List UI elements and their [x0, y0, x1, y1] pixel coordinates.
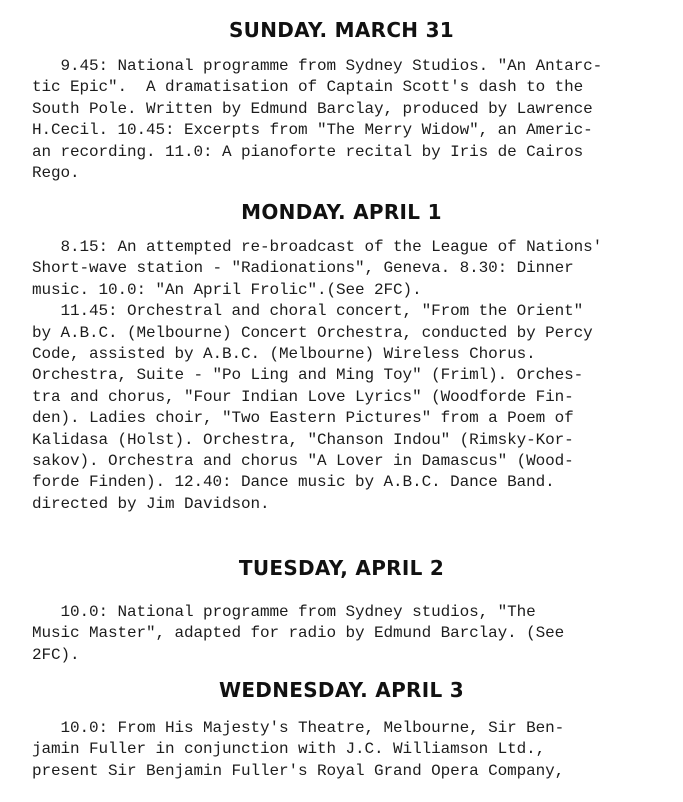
text-line: Kalidasa (Holst). Orchestra, "Chanson Indou" (Rimsky-Kor- — [32, 430, 574, 449]
text-line: jamin Fuller in conjunction with J.C. Williamson Ltd., — [32, 740, 546, 759]
text-line: H.Cecil. 10.45: Excerpts from "The Merry Widow", an Americ- — [32, 121, 593, 140]
text-line: 10.0: National programme from Sydney studios, "The — [32, 603, 536, 621]
text-line: 2FC). — [32, 645, 80, 664]
text-line: forde Finden). 12.40: Dance music by A.B.C. Dance Band. — [32, 473, 555, 492]
program-entry-tuesday — [32, 602, 672, 666]
text-line: Code, assisted by A.B.C. (Melbourne) Wireless Chorus. — [32, 344, 536, 363]
text-line: music. 10.0: "An April Frolic".(See 2FC). — [32, 280, 422, 299]
text-line: an recording. 11.0: A pianoforte recital by Iris de Cairos — [32, 142, 584, 161]
day-heading-monday: MONDAY. APRIL 1 — [241, 200, 442, 224]
text-line: present Sir Benjamin Fuller's Royal Grand Opera Company, — [32, 761, 565, 780]
text-line: Rego. — [32, 163, 80, 182]
text-line: tic Epic". A dramatisation of Captain Scott's dash to the — [32, 78, 584, 97]
text-line: 10.0: From His Majesty's Theatre, Melbourne, Sir Ben- — [32, 719, 565, 737]
day-heading-sunday: SUNDAY. MARCH 31 — [228, 18, 455, 42]
text-line: 11.45: Orchestral and choral concert, "From the Orient" — [32, 302, 584, 321]
text-line: Short-wave station - "Radionations", Geneva. 8.30: Dinner — [32, 259, 574, 278]
text-line: directed by Jim Davidson. — [32, 494, 270, 513]
program-entry-sunday — [32, 56, 672, 184]
text-line: 9.45: National programme from Sydney Studios. "An Antarc- — [32, 57, 603, 75]
program-entry-monday — [32, 237, 672, 515]
text-line: Orchestra, Suite - "Po Ling and Ming Toy" (Friml). Orches- — [32, 366, 584, 385]
text-line: 8.15: An attempted re-broadcast of the League of Nations' — [32, 238, 603, 256]
day-heading-wednesday: WEDNESDAY. APRIL 3 — [218, 678, 465, 702]
text-line: tra and chorus, "Four Indian Love Lyrics" (Woodforde Fin- — [32, 387, 574, 406]
text-line: by A.B.C. (Melbourne) Concert Orchestra, conducted by Percy — [32, 323, 593, 342]
text-line: sakov). Orchestra and chorus "A Lover in Damascus" (Wood- — [32, 451, 574, 470]
text-line: South Pole. Written by Edmund Barclay, produced by Lawrence — [32, 99, 593, 118]
text-line: den). Ladies choir, "Two Eastern Pictures" from a Poem of — [32, 409, 574, 428]
day-heading-tuesday: TUESDAY, APRIL 2 — [238, 556, 445, 580]
program-entry-wednesday — [32, 718, 672, 782]
text-line: Music Master", adapted for radio by Edmund Barclay. (See — [32, 624, 565, 643]
